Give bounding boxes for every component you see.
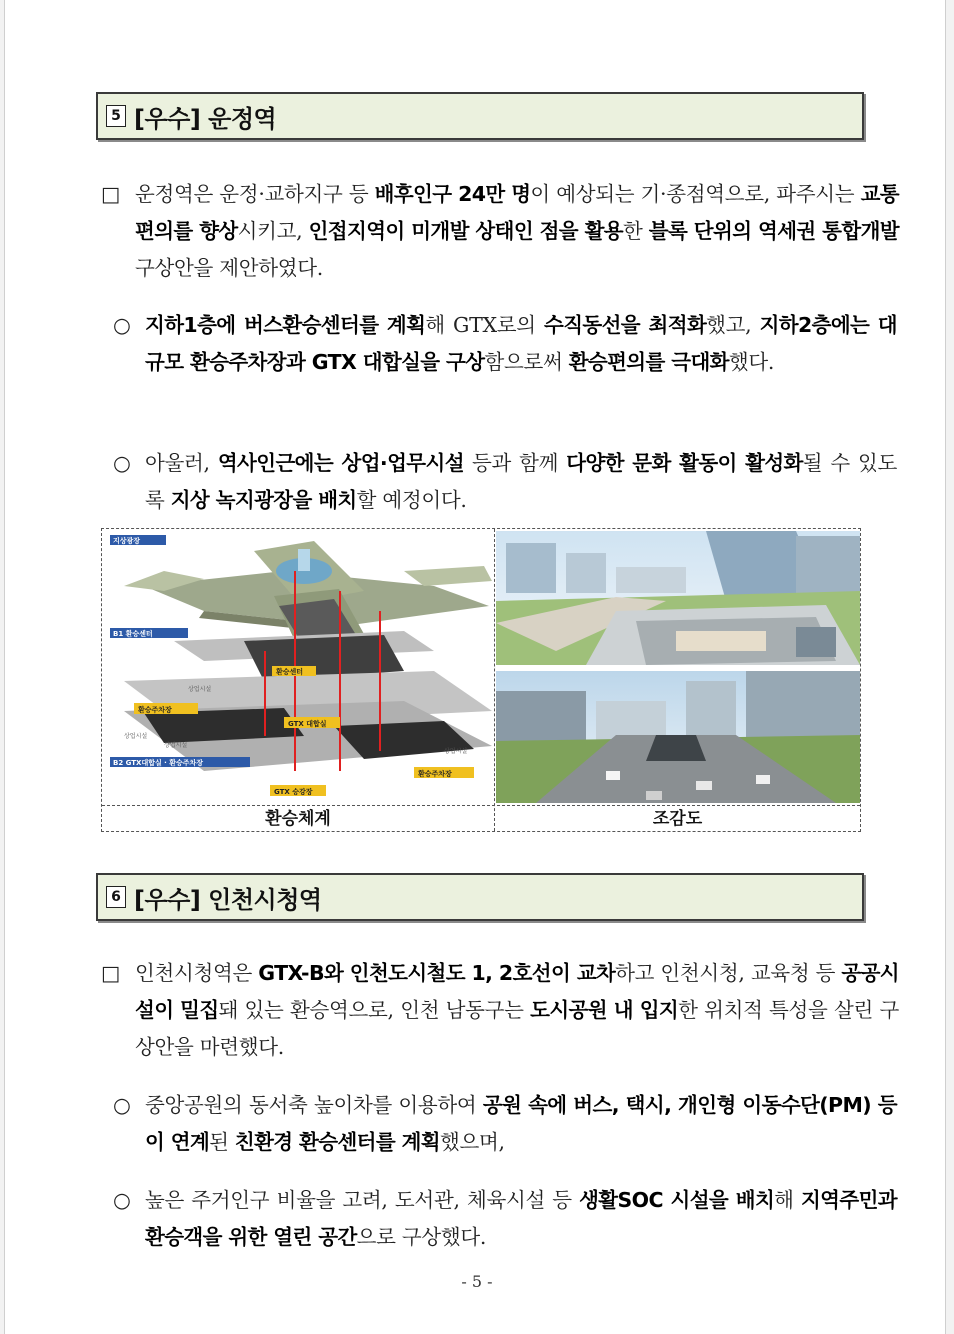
- diagram-label: 환승센터: [276, 668, 304, 676]
- emphasized-text: 배후인구 24만 명: [374, 182, 531, 206]
- section-5-number: 5: [106, 105, 126, 127]
- emphasized-text: 친환경 환승센터를 계획: [234, 1130, 440, 1154]
- section-6-paragraph: [101, 955, 899, 1066]
- emphasized-text: 인접지역이 미개발 상태인 점을 활용: [308, 219, 624, 243]
- diagram-label: 환승주차장: [138, 706, 172, 714]
- emphasized-text: 다양한 문화 활동이 활성화: [566, 451, 803, 475]
- section-6-number: 6: [106, 886, 126, 908]
- diagram-label: 환승주차장: [418, 770, 452, 778]
- section-5-paragraph: [101, 176, 899, 287]
- transfer-system-diagram: [104, 531, 494, 805]
- body-text: 구상안을 제안하였다.: [135, 256, 323, 280]
- section-6-header: [96, 873, 864, 921]
- body-text: 될 수 있도록: [145, 451, 897, 512]
- body-text: 중앙공원의 동서축 높이차를 이용하여: [145, 1093, 483, 1117]
- figure-caption-right: 조감도: [652, 809, 703, 829]
- diagram-label: GTX 대합실: [288, 720, 327, 728]
- body-text: 시키고,: [237, 219, 309, 243]
- section-5-bullet-2: [113, 445, 897, 519]
- body-text: 했고,: [706, 313, 760, 337]
- body-text: 했다.: [728, 350, 775, 374]
- emphasized-text: 생활SOC 시설을 배치: [579, 1188, 775, 1212]
- body-text: 아울러,: [145, 451, 218, 475]
- diagram-label: 상업시설: [444, 748, 468, 755]
- emphasized-text: 블록 단위의 역세권 통합개발: [648, 219, 899, 243]
- diagram-label: 상업시설: [164, 742, 188, 749]
- emphasized-text: 지하1층에 버스환승센터를 계획: [145, 313, 426, 337]
- emphasized-text: 환승편의를 극대화: [568, 350, 729, 374]
- body-text: 인천시청역은: [135, 961, 259, 985]
- bullet-marker: ○: [113, 1188, 131, 1212]
- body-text: 했으며,: [440, 1130, 505, 1154]
- diagram-label: B1 환승센터: [113, 630, 153, 638]
- emphasized-text: 지하2층에는 대규모 환승주차장과 GTX 대합실을 구상: [145, 313, 897, 374]
- body-text: 한 위치적 특성을 살린 구상안을 마련했다.: [135, 998, 899, 1059]
- diagram-label: GTX 승강장: [274, 788, 313, 796]
- bullet-marker: ○: [113, 451, 131, 475]
- body-text: 하고 인천시청, 교육청 등: [615, 961, 842, 985]
- body-text: 한: [623, 219, 649, 243]
- section-6-bullet-2: [113, 1182, 897, 1256]
- bullet-marker: □: [101, 961, 121, 985]
- figure-caption-left: 환승체계: [265, 809, 331, 829]
- body-text: 으로 구상했다.: [356, 1225, 487, 1249]
- emphasized-text: 역사인근에는 상업·업무시설: [217, 451, 464, 475]
- emphasized-text: 지역주민과 환승객을 위한 열린 공간: [145, 1188, 897, 1249]
- page-number: - 5 -: [461, 1272, 493, 1291]
- body-text: 이 예상되는 기·종점역으로, 파주시는: [530, 182, 861, 206]
- body-text: 해 GTX로의: [425, 313, 544, 337]
- section-5-bullet-1: [113, 307, 897, 381]
- diagram-label: 상업시설: [124, 733, 148, 740]
- bullet-marker: ○: [113, 313, 131, 337]
- emphasized-text: 수직동선을 최적화: [544, 313, 707, 337]
- emphasized-text: 도시공원 내 입지: [530, 998, 679, 1022]
- body-text: 돼 있는 환승역으로, 인천 남동구는: [218, 998, 531, 1022]
- aerial-view-top-image: [496, 531, 860, 665]
- emphasized-text: GTX-B와 인천도시철도 1, 2호선이 교차: [258, 961, 616, 985]
- body-text: 높은 주거인구 비율을 고려, 도서관, 체육시설 등: [145, 1188, 580, 1212]
- emphasized-text: 공공시설이 밀집: [135, 961, 899, 1022]
- diagram-label: 지상광장: [113, 537, 141, 545]
- body-text: 운정역은 운정·교하지구 등: [135, 182, 375, 206]
- bullet-marker: □: [101, 182, 121, 206]
- section-6-title: [우수] 인천시청역: [134, 885, 322, 914]
- diagram-label: 상업시설: [188, 686, 212, 693]
- bullet-marker: ○: [113, 1093, 131, 1117]
- body-text: 해: [774, 1188, 801, 1212]
- document-page: [4, 0, 946, 1334]
- emphasized-text: 지상 녹지광장을 배치: [170, 488, 357, 512]
- body-text: 할 예정이다.: [356, 488, 467, 512]
- body-text: 된: [209, 1130, 235, 1154]
- body-text: 등과 함께: [463, 451, 567, 475]
- figure-caption-divider: [102, 805, 860, 806]
- section-6-bullet-1: [113, 1087, 897, 1161]
- emphasized-text: 공원 속에 버스, 택시, 개인형 이동수단(PM) 등이 연계: [145, 1093, 897, 1154]
- figure-divider: [494, 529, 495, 831]
- emphasized-text: 교통편의를 향상: [135, 182, 899, 243]
- diagram-label: B2 GTX대합실 · 환승주차장: [113, 759, 204, 767]
- aerial-view-bottom-image: [496, 671, 860, 803]
- section-5-title: [우수] 운정역: [134, 104, 277, 133]
- station-figure: [101, 528, 861, 832]
- section-5-header: [96, 92, 864, 140]
- body-text: 함으로써: [484, 350, 569, 374]
